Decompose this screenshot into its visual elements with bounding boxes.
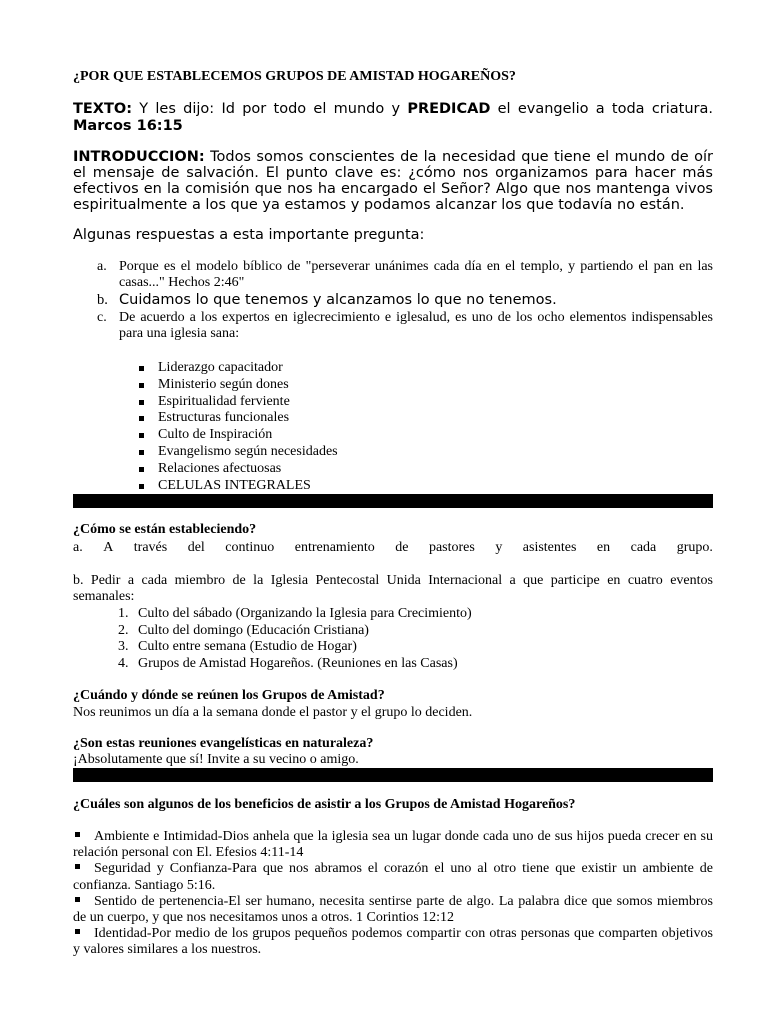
section-divider [73, 494, 713, 508]
square-bullet-icon [75, 929, 80, 934]
square-bullet-icon [139, 416, 144, 421]
answer-word: entrenamiento [294, 540, 375, 555]
square-bullet-icon [75, 897, 80, 902]
list-item-text: De acuerdo a los expertos en iglecrecimiento e iglesalud, es uno de los ocho elementos indispensables para una iglesia sana: [119, 310, 713, 341]
square-bullet-icon [139, 400, 144, 405]
list-marker: c. [97, 310, 107, 325]
texto-reference: Marcos 16:15 [73, 118, 183, 134]
list-marker: 2. [118, 622, 129, 638]
answer-word: pastores [428, 540, 475, 555]
list-item [73, 292, 713, 309]
list-item-text: Porque es el modelo bíblico de "perseverar unánimes cada día en el templo, y partiendo el pan en las casas..." Hechos 2:46" [119, 259, 713, 290]
list-item-text: Culto de Inspiración [158, 427, 273, 443]
introduccion-paragraph [73, 149, 713, 213]
list-marker: 4. [118, 655, 129, 671]
list-item-text: Culto del sábado (Organizando la Iglesia para Crecimiento) [138, 606, 472, 621]
square-bullet-icon [75, 864, 80, 869]
list-marker: 1. [118, 606, 129, 621]
introduccion-text: Todos somos conscientes de la necesidad que tiene el mundo de oír el mensaje de salvación. El punto clave es: ¿cómo nos organizamos para hacer más efectivos en la comisión que nos ha encargado el Señor? Algo que nos mantenga vivos espiritualmente a los que ya estamos y podamos alcanzar los que todavía no están. [73, 149, 713, 213]
evangelisticas-question: ¿Son estas reuniones evangelísticas en naturaleza? [73, 736, 374, 751]
respuestas-intro: Algunas respuestas a esta importante pregunta: [73, 227, 425, 243]
list-item-text: Seguridad y Confianza-Para que nos abramos el corazón el uno al otro tiene que existir un ambiente de confianza. Santiago 5:16. [73, 861, 713, 893]
list-item [138, 394, 338, 411]
list-item [138, 377, 338, 394]
square-bullet-icon [139, 383, 144, 388]
list-item-text: Ministerio según dones [158, 376, 289, 392]
list-item-text: Cuidamos lo que tenemos y alcanzamos lo que no tenemos. [119, 292, 557, 308]
list-item-text: Relaciones afectuosas [158, 460, 282, 476]
texto-highlight: PREDICAD [407, 101, 491, 117]
answer-marker: a. [73, 540, 83, 555]
list-item [73, 861, 713, 893]
como-answer-b: b. Pedir a cada miembro de la Iglesia Pentecostal Unida Internacional a que participe en cuatro eventos semanales: [73, 573, 713, 604]
como-question: ¿Cómo se están estableciendo? [73, 522, 257, 537]
eventos-list [73, 606, 472, 672]
list-item-text: Culto del domingo (Educación Cristiana) [138, 622, 369, 638]
list-item [138, 461, 338, 478]
list-marker: 3. [118, 639, 129, 654]
list-marker: a. [97, 259, 107, 274]
list-item-text: Sentido de pertenencia-El ser humano, necesita sentirse parte de algo. La palabra dice que somos miembros de un cuerpo, y que nos necesitamos unos a otros. 1 Corintios 12:12 [73, 893, 713, 926]
elementos-list [138, 360, 338, 494]
list-item [73, 623, 472, 640]
list-item-text: Espiritualidad ferviente [158, 393, 290, 409]
evangelisticas-answer: ¡Absolutamente que sí! Invite a su vecino o amigo. [73, 752, 359, 767]
list-item [138, 360, 338, 377]
como-answer-a [73, 540, 713, 556]
answer-word: en [596, 540, 611, 555]
answer-word: de [395, 540, 409, 555]
list-item-text: Grupos de Amistad Hogareños. (Reuniones en las Casas) [138, 655, 458, 671]
list-item [138, 427, 338, 444]
list-item [73, 310, 713, 342]
list-marker: b. [97, 292, 108, 308]
texto-text-1: Y les dijo: Id por todo el mundo y [132, 101, 408, 117]
list-item-text: Evangelismo según necesidades [158, 443, 338, 459]
list-item-text: Identidad-Por medio de los grupos pequeños podemos compartir con otras personas que comparten objetivos y valores similares a los nuestros. [73, 926, 713, 958]
square-bullet-icon [75, 832, 80, 837]
list-item [138, 444, 338, 461]
answer-word: grupo. [676, 540, 713, 555]
list-item [138, 410, 338, 427]
answer-word: del [187, 540, 205, 555]
list-item-text: Ambiente e Intimidad-Dios anhela que la iglesia sea un lugar donde cada uno de sus hijos pueda crecer en su relación personal con El. Efesios 4:11-14 [73, 829, 713, 861]
section-divider [73, 768, 713, 782]
list-item [73, 829, 713, 861]
texto-label: TEXTO: [73, 101, 132, 117]
answer-word: continuo [225, 540, 275, 555]
list-item [73, 894, 713, 926]
list-item [73, 259, 713, 292]
beneficios-question: ¿Cuáles son algunos de los beneficios de asistir a los Grupos de Amistad Hogareños? [73, 797, 576, 812]
beneficios-list [73, 829, 713, 959]
list-item-text: Estructuras funcionales [158, 410, 290, 426]
introduccion-label: INTRODUCCION: [73, 149, 205, 165]
answer-word: asistentes [522, 540, 577, 555]
list-item-text: Liderazgo capacitador [158, 360, 283, 375]
answer-word: cada [630, 540, 657, 555]
cuando-question: ¿Cuándo y dónde se reúnen los Grupos de Amistad? [73, 688, 385, 703]
respuestas-list [73, 259, 713, 342]
square-bullet-icon [139, 433, 144, 438]
document-title: ¿POR QUE ESTABLECEMOS GRUPOS DE AMISTAD HOGAREÑOS? [73, 69, 516, 84]
texto-text-2: el evangelio a toda criatura. [490, 101, 713, 117]
list-item [73, 926, 713, 958]
square-bullet-icon [139, 484, 144, 489]
list-item [73, 606, 472, 623]
cuando-answer: Nos reunimos un día a la semana donde el pastor y el grupo lo deciden. [73, 705, 473, 720]
list-item [138, 478, 338, 495]
square-bullet-icon [139, 450, 144, 455]
square-bullet-icon [139, 366, 144, 371]
list-item-text: CELULAS INTEGRALES [158, 477, 311, 493]
square-bullet-icon [139, 467, 144, 472]
answer-word: A [103, 540, 114, 555]
texto-paragraph [73, 101, 713, 135]
list-item-text: Culto entre semana (Estudio de Hogar) [138, 639, 357, 654]
list-item [73, 639, 472, 656]
list-item [73, 656, 472, 673]
answer-word: y [495, 540, 503, 555]
answer-word: través [133, 540, 168, 555]
